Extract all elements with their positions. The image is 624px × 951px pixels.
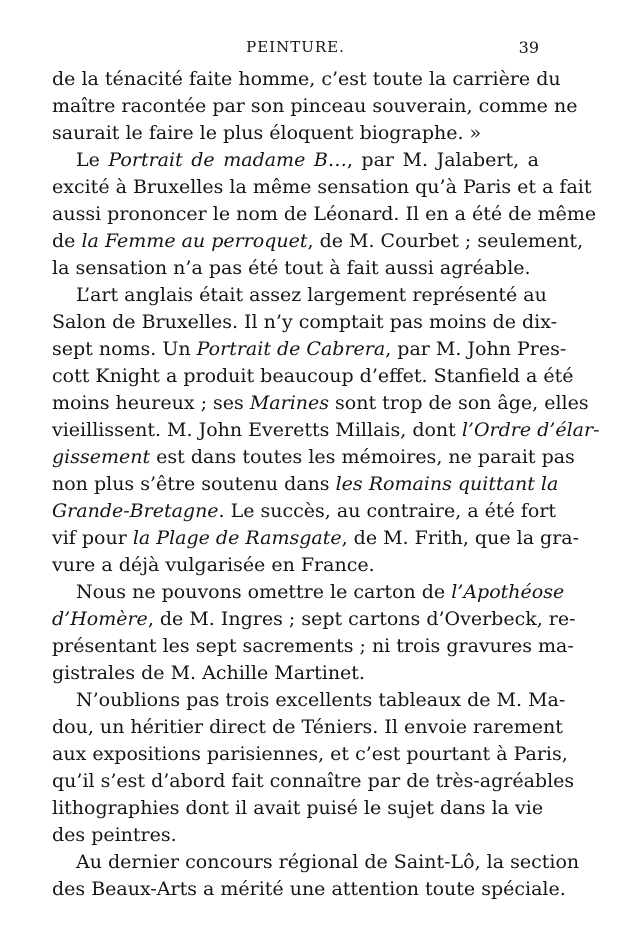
text-line: vieillissent. M. John Everetts Millais, dont l’Ordre d’élar- [52, 419, 600, 441]
text-line: maître racontée par son pinceau souverain, comme ne [52, 95, 578, 117]
text-line: dou, un héritier direct de Téniers. Il envoie rarement [52, 716, 563, 738]
text-line: Le Portrait de madame B…, par M. Jalabert, a [76, 149, 539, 171]
text-line: non plus s’être soutenu dans les Romains quittant la [52, 473, 559, 495]
text-line: la sensation n’a pas été tout à fait aussi agréable. [52, 257, 531, 279]
text-line: cott Knight a produit beaucoup d’effet. Stanfield a été [52, 365, 574, 387]
page-number: 39 [518, 38, 539, 57]
text-line: présentant les sept sacrements ; ni trois gravures ma- [52, 635, 574, 657]
page-header [52, 36, 539, 58]
text-line: saurait le faire le plus éloquent biographe. » [52, 122, 482, 144]
text-line: Grande-Bretagne. Le succès, au contraire, a été fort [52, 500, 557, 522]
text-line: des peintres. [52, 824, 177, 846]
text-line: des Beaux-Arts a mérité une attention toute spéciale. [52, 878, 566, 900]
text-line: de la ténacité faite homme, c’est toute la carrière du [52, 68, 561, 90]
text-line: d’Homère, de M. Ingres ; sept cartons d’Overbeck, re- [52, 608, 576, 630]
text-line: sept noms. Un Portrait de Cabrera, par M. John Pres- [52, 338, 567, 360]
text-line: moins heureux ; ses Marines sont trop de son âge, elles [52, 392, 589, 414]
text-line: Nous ne pouvons omettre le carton de l’Apothéose [76, 581, 565, 603]
text-line: qu’il s’est d’abord fait connaître par de très-agréables [52, 770, 575, 792]
text-line: vif pour la Plage de Ramsgate, de M. Frith, que la gra- [52, 527, 580, 549]
text-line: L’art anglais était assez largement représenté au [76, 284, 547, 306]
text-line: N’oublions pas trois excellents tableaux de M. Ma- [76, 689, 566, 711]
text-line: gissement est dans toutes les mémoires, ne parait pas [52, 446, 575, 468]
running-title: PEINTURE. [246, 38, 345, 56]
text-line: Salon de Bruxelles. Il n’y comptait pas moins de dix- [52, 311, 558, 333]
text-line: de la Femme au perroquet, de M. Courbet ; seulement, [52, 230, 584, 252]
text-line: aux expositions parisiennes, et c’est pourtant à Paris, [52, 743, 568, 765]
text-line: Au dernier concours régional de Saint-Lô, la section [76, 851, 580, 873]
text-line: gistrales de M. Achille Martinet. [52, 662, 365, 684]
text-line: aussi prononcer le nom de Léonard. Il en a été de même [52, 203, 597, 225]
text-line: excité à Bruxelles la même sensation qu’à Paris et a fait [52, 176, 592, 198]
text-line: lithographies dont il avait puisé le sujet dans la vie [52, 797, 544, 819]
text-line: vure a déjà vulgarisée en France. [52, 554, 375, 576]
body-text [52, 66, 600, 903]
